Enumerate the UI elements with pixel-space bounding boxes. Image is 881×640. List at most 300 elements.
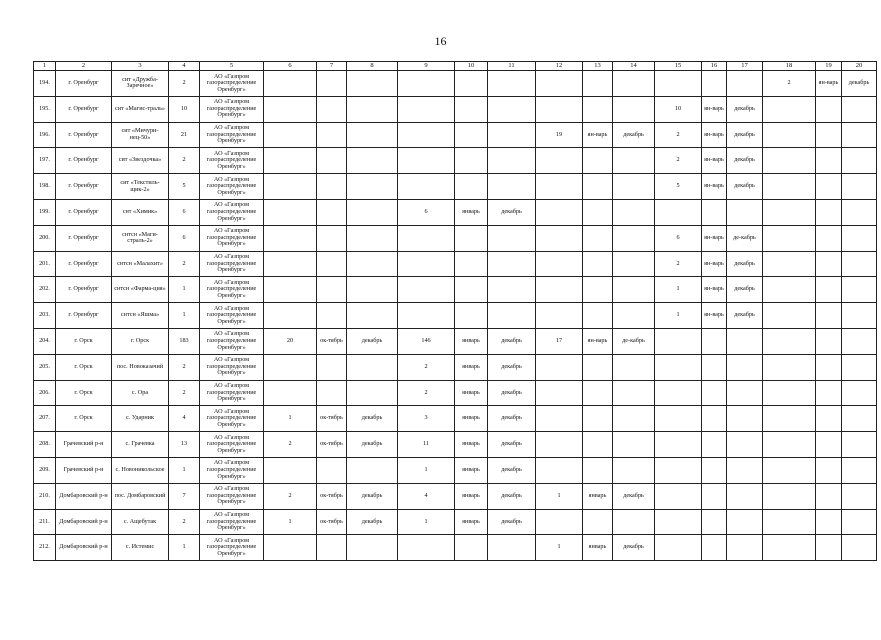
table-cell [842,380,877,406]
table-cell: с. Ударник [112,406,169,432]
table-cell: декабрь [488,406,536,432]
table-cell [488,303,536,329]
column-number-cell: 16 [702,62,727,71]
table-cell [816,122,842,148]
table-cell [317,122,347,148]
table-cell [613,225,655,251]
table-cell: 208. [34,432,56,458]
table-cell [317,251,347,277]
table-cell: Домбаровский р-н [56,483,112,509]
table-cell: 2 [655,251,702,277]
table-row [34,71,877,97]
table-cell: АО «Газпром газораспределение Оренбург» [200,406,264,432]
table-cell [536,71,583,97]
table-cell [264,303,317,329]
table-cell [763,483,816,509]
table-cell: с. Грачевка [112,432,169,458]
table-cell: 205. [34,354,56,380]
table-cell: 4 [169,406,200,432]
table-cell [347,354,398,380]
table-cell [583,406,613,432]
table-cell: пос. Домбаровский [112,483,169,509]
table-cell: ок-тябрь [317,509,347,535]
table-cell [455,251,488,277]
table-cell: 1 [655,303,702,329]
table-cell [583,380,613,406]
table-cell [727,71,763,97]
table-cell [842,225,877,251]
table-cell: АО «Газпром газораспределение Оренбург» [200,483,264,509]
table-row [34,148,877,174]
table-row [34,225,877,251]
table-cell [583,303,613,329]
table-cell [536,380,583,406]
table-row [34,535,877,561]
table-cell: 204. [34,328,56,354]
table-cell: 183 [169,328,200,354]
table-cell: г. Оренбург [56,96,112,122]
table-cell [317,174,347,200]
table-cell [842,148,877,174]
table-cell: 1 [264,406,317,432]
table-cell: декабрь [488,509,536,535]
table-cell: 1 [655,277,702,303]
column-number-cell: 10 [455,62,488,71]
table-cell [702,380,727,406]
table-cell: АО «Газпром газораспределение Оренбург» [200,122,264,148]
table-row [34,406,877,432]
table-cell [702,71,727,97]
table-cell: ян-варь [702,225,727,251]
table-cell [317,277,347,303]
table-cell [455,535,488,561]
table-cell [536,225,583,251]
table-cell: январь [455,328,488,354]
table-cell [816,328,842,354]
table-cell [488,277,536,303]
table-cell: АО «Газпром газораспределение Оренбург» [200,380,264,406]
table-cell: де-кабрь [613,328,655,354]
table-cell [655,432,702,458]
table-cell [398,535,455,561]
table-cell [655,354,702,380]
table-cell [816,457,842,483]
table-cell [264,380,317,406]
table-cell: декабрь [727,174,763,200]
table-cell [842,199,877,225]
table-cell [583,71,613,97]
table-cell: ок-тябрь [317,483,347,509]
table-cell: ян-варь [702,303,727,329]
table-cell [398,225,455,251]
table-cell [763,535,816,561]
table-cell: 194. [34,71,56,97]
table-cell [842,509,877,535]
table-cell [613,251,655,277]
table-cell: АО «Газпром газораспределение Оренбург» [200,174,264,200]
table-cell [536,406,583,432]
table-cell [317,354,347,380]
table-cell [763,354,816,380]
table-cell: с. Ащебутак [112,509,169,535]
table-cell [816,535,842,561]
table-cell [455,277,488,303]
table-cell [264,225,317,251]
table-cell [655,199,702,225]
table-cell [398,251,455,277]
table-cell: декабрь [727,122,763,148]
table-cell [655,483,702,509]
table-cell [655,328,702,354]
table-cell [455,96,488,122]
table-cell: 2 [169,251,200,277]
table-cell: снтсн «Фарма-ция» [112,277,169,303]
table-cell [264,277,317,303]
table-cell [455,122,488,148]
table-cell [398,71,455,97]
table-cell: 20 [264,328,317,354]
column-number-cell: 8 [347,62,398,71]
column-number-cell: 17 [727,62,763,71]
table-cell: 2 [169,509,200,535]
table-cell: январь [455,354,488,380]
table-cell [264,199,317,225]
table-cell: 5 [169,174,200,200]
table-cell [488,122,536,148]
table-cell [264,71,317,97]
table-cell [536,277,583,303]
table-cell [264,174,317,200]
table-cell: ян-варь [702,122,727,148]
column-number-cell: 9 [398,62,455,71]
table-cell [727,354,763,380]
table-cell [655,71,702,97]
table-cell: 1 [536,535,583,561]
table-cell: г. Оренбург [56,148,112,174]
table-cell: г. Оренбург [56,225,112,251]
table-cell: 2 [264,432,317,458]
table-cell [842,251,877,277]
table-cell: 200. [34,225,56,251]
table-cell: 146 [398,328,455,354]
table-cell [727,328,763,354]
table-cell [613,406,655,432]
table-cell [455,71,488,97]
table-cell: 10 [169,96,200,122]
table-cell [613,303,655,329]
table-cell: 1 [398,509,455,535]
page-number: 16 [434,34,447,48]
table-cell [816,199,842,225]
table-cell: 4 [398,483,455,509]
table-cell [816,380,842,406]
table-row [34,96,877,122]
table-cell: АО «Газпром газораспределение Оренбург» [200,535,264,561]
table-cell: 210. [34,483,56,509]
table-cell: 1 [398,457,455,483]
table-cell [583,96,613,122]
table-cell [536,251,583,277]
column-number-cell: 13 [583,62,613,71]
table-cell: 1 [169,535,200,561]
table-cell [702,483,727,509]
table-cell: 201. [34,251,56,277]
table-cell [488,251,536,277]
table-cell: январь [455,199,488,225]
table-cell: 209. [34,457,56,483]
table-cell: АО «Газпром газораспределение Оренбург» [200,457,264,483]
column-number-cell: 20 [842,62,877,71]
table-cell [842,483,877,509]
column-number-cell: 4 [169,62,200,71]
table-cell [317,303,347,329]
table-cell [347,122,398,148]
table-cell: декабрь [347,509,398,535]
table-cell [842,174,877,200]
table-cell [763,277,816,303]
table-cell [317,380,347,406]
table-cell: ян-варь [702,174,727,200]
table-cell [763,148,816,174]
table-cell: 207. [34,406,56,432]
table-cell [583,225,613,251]
table-cell: АО «Газпром газораспределение Оренбург» [200,71,264,97]
table-cell: 21 [169,122,200,148]
table-row [34,251,877,277]
table-cell [613,432,655,458]
table-cell [816,354,842,380]
column-number-cell: 5 [200,62,264,71]
table-cell: ян-варь [702,251,727,277]
table-cell [583,148,613,174]
table-cell: 195. [34,96,56,122]
table-cell [583,174,613,200]
table-row [34,122,877,148]
table-cell [264,148,317,174]
table-cell [264,457,317,483]
table-cell [655,457,702,483]
table-cell: Домбаровский р-н [56,509,112,535]
table-cell [763,96,816,122]
table-cell: декабрь [613,483,655,509]
table-cell [655,535,702,561]
table-cell: 199. [34,199,56,225]
table-cell [842,432,877,458]
table-cell [347,251,398,277]
table-cell: снтсн «Малахит» [112,251,169,277]
table-cell: 11 [398,432,455,458]
table-cell: 2 [264,483,317,509]
column-number-cell: 1 [34,62,56,71]
table-cell: 6 [398,199,455,225]
table-cell [536,199,583,225]
table-cell: сит «Звездочка» [112,148,169,174]
table-cell [613,174,655,200]
table-cell [816,432,842,458]
table-cell: 3 [398,406,455,432]
table-cell [816,406,842,432]
table-cell [702,328,727,354]
table-cell [842,303,877,329]
table-cell: декабрь [347,406,398,432]
table-cell [816,225,842,251]
table-cell [317,71,347,97]
table-cell: г. Оренбург [56,251,112,277]
table-cell [583,277,613,303]
table-cell [763,174,816,200]
table-cell: декабрь [727,277,763,303]
table-cell: 13 [169,432,200,458]
table-cell: 6 [169,225,200,251]
table-cell: г. Оренбург [56,174,112,200]
table-cell [536,174,583,200]
table-cell [702,406,727,432]
table-cell: снт «Химик» [112,199,169,225]
table-cell [347,96,398,122]
table-cell: январь [583,483,613,509]
table-cell: декабрь [613,122,655,148]
table-cell [455,148,488,174]
table-cell: 196. [34,122,56,148]
table-row [34,328,877,354]
column-number-cell: 14 [613,62,655,71]
table-cell: декабрь [488,432,536,458]
table-cell: г. Орск [56,354,112,380]
table-cell: декабрь [488,457,536,483]
table-cell: АО «Газпром газораспределение Оренбург» [200,432,264,458]
table-cell: декабрь [727,148,763,174]
table-cell [264,535,317,561]
table-cell: январь [455,380,488,406]
table-cell [455,303,488,329]
table-cell [613,71,655,97]
table-cell [488,225,536,251]
table-cell [347,457,398,483]
column-number-cell: 6 [264,62,317,71]
table-cell: 2 [169,380,200,406]
table-cell: 2 [169,148,200,174]
table-cell [347,148,398,174]
table-cell [583,354,613,380]
table-cell: ян-варь [583,122,613,148]
table-row [34,380,877,406]
table-row [34,303,877,329]
table-cell [264,122,317,148]
table-cell [727,432,763,458]
table-cell: ян-варь [702,96,727,122]
table-cell: сит «Дружба-Заречное» [112,71,169,97]
table-cell: 198. [34,174,56,200]
table-cell [583,199,613,225]
table-cell: декабрь [488,354,536,380]
table-cell [763,225,816,251]
table-cell: декабрь [488,199,536,225]
table-cell [398,148,455,174]
table-cell [763,328,816,354]
table-cell: г. Орск [56,380,112,406]
table-cell: декабрь [727,96,763,122]
table-cell: декабрь [488,483,536,509]
table-cell: 1 [169,457,200,483]
table-cell [816,96,842,122]
table-cell [536,303,583,329]
table-cell: АО «Газпром газораспределение Оренбург» [200,328,264,354]
table-cell [398,277,455,303]
table-cell: январь [455,483,488,509]
table-cell [536,509,583,535]
table-cell [488,535,536,561]
table-cell [702,457,727,483]
table-cell [613,96,655,122]
table-cell: АО «Газпром газораспределение Оренбург» [200,148,264,174]
table-cell: январь [583,535,613,561]
table-cell: декабрь [842,71,877,97]
table-cell: 197. [34,148,56,174]
table-cell: ок-тябрь [317,406,347,432]
table-cell [347,225,398,251]
table-cell [842,122,877,148]
table-cell [317,457,347,483]
table-cell: 212. [34,535,56,561]
schedule-table [33,61,877,561]
column-number-cell: 15 [655,62,702,71]
table-cell [702,535,727,561]
table-cell [536,354,583,380]
table-cell [727,406,763,432]
table-cell: ян-варь [816,71,842,97]
table-cell [842,96,877,122]
table-row [34,277,877,303]
table-row [34,174,877,200]
column-number-cell: 7 [317,62,347,71]
table-cell: 6 [655,225,702,251]
table-cell [763,303,816,329]
table-cell: 1 [264,509,317,535]
table-cell: 2 [763,71,816,97]
table-cell: сит «Текстиль-щик-2» [112,174,169,200]
table-cell [398,96,455,122]
table-cell [264,354,317,380]
table-cell: 2 [169,71,200,97]
table-cell [763,457,816,483]
table-cell: декабрь [347,432,398,458]
table-cell [842,535,877,561]
table-cell: 7 [169,483,200,509]
table-cell: 19 [536,122,583,148]
table-cell: 6 [169,199,200,225]
table-cell [583,457,613,483]
table-cell [398,122,455,148]
table-cell [583,509,613,535]
table-cell [655,380,702,406]
table-cell [613,509,655,535]
table-cell [488,148,536,174]
table-cell: г. Оренбург [56,303,112,329]
table-cell [655,406,702,432]
table-cell [816,148,842,174]
table-cell: 5 [655,174,702,200]
table-cell: декабрь [488,380,536,406]
table-cell [613,380,655,406]
table-cell [317,199,347,225]
table-cell [536,148,583,174]
table-cell [816,277,842,303]
table-cell: декабрь [727,303,763,329]
column-number-cell: 18 [763,62,816,71]
table-cell: г. Оренбург [56,122,112,148]
table-cell: декабрь [727,251,763,277]
table-cell [842,457,877,483]
